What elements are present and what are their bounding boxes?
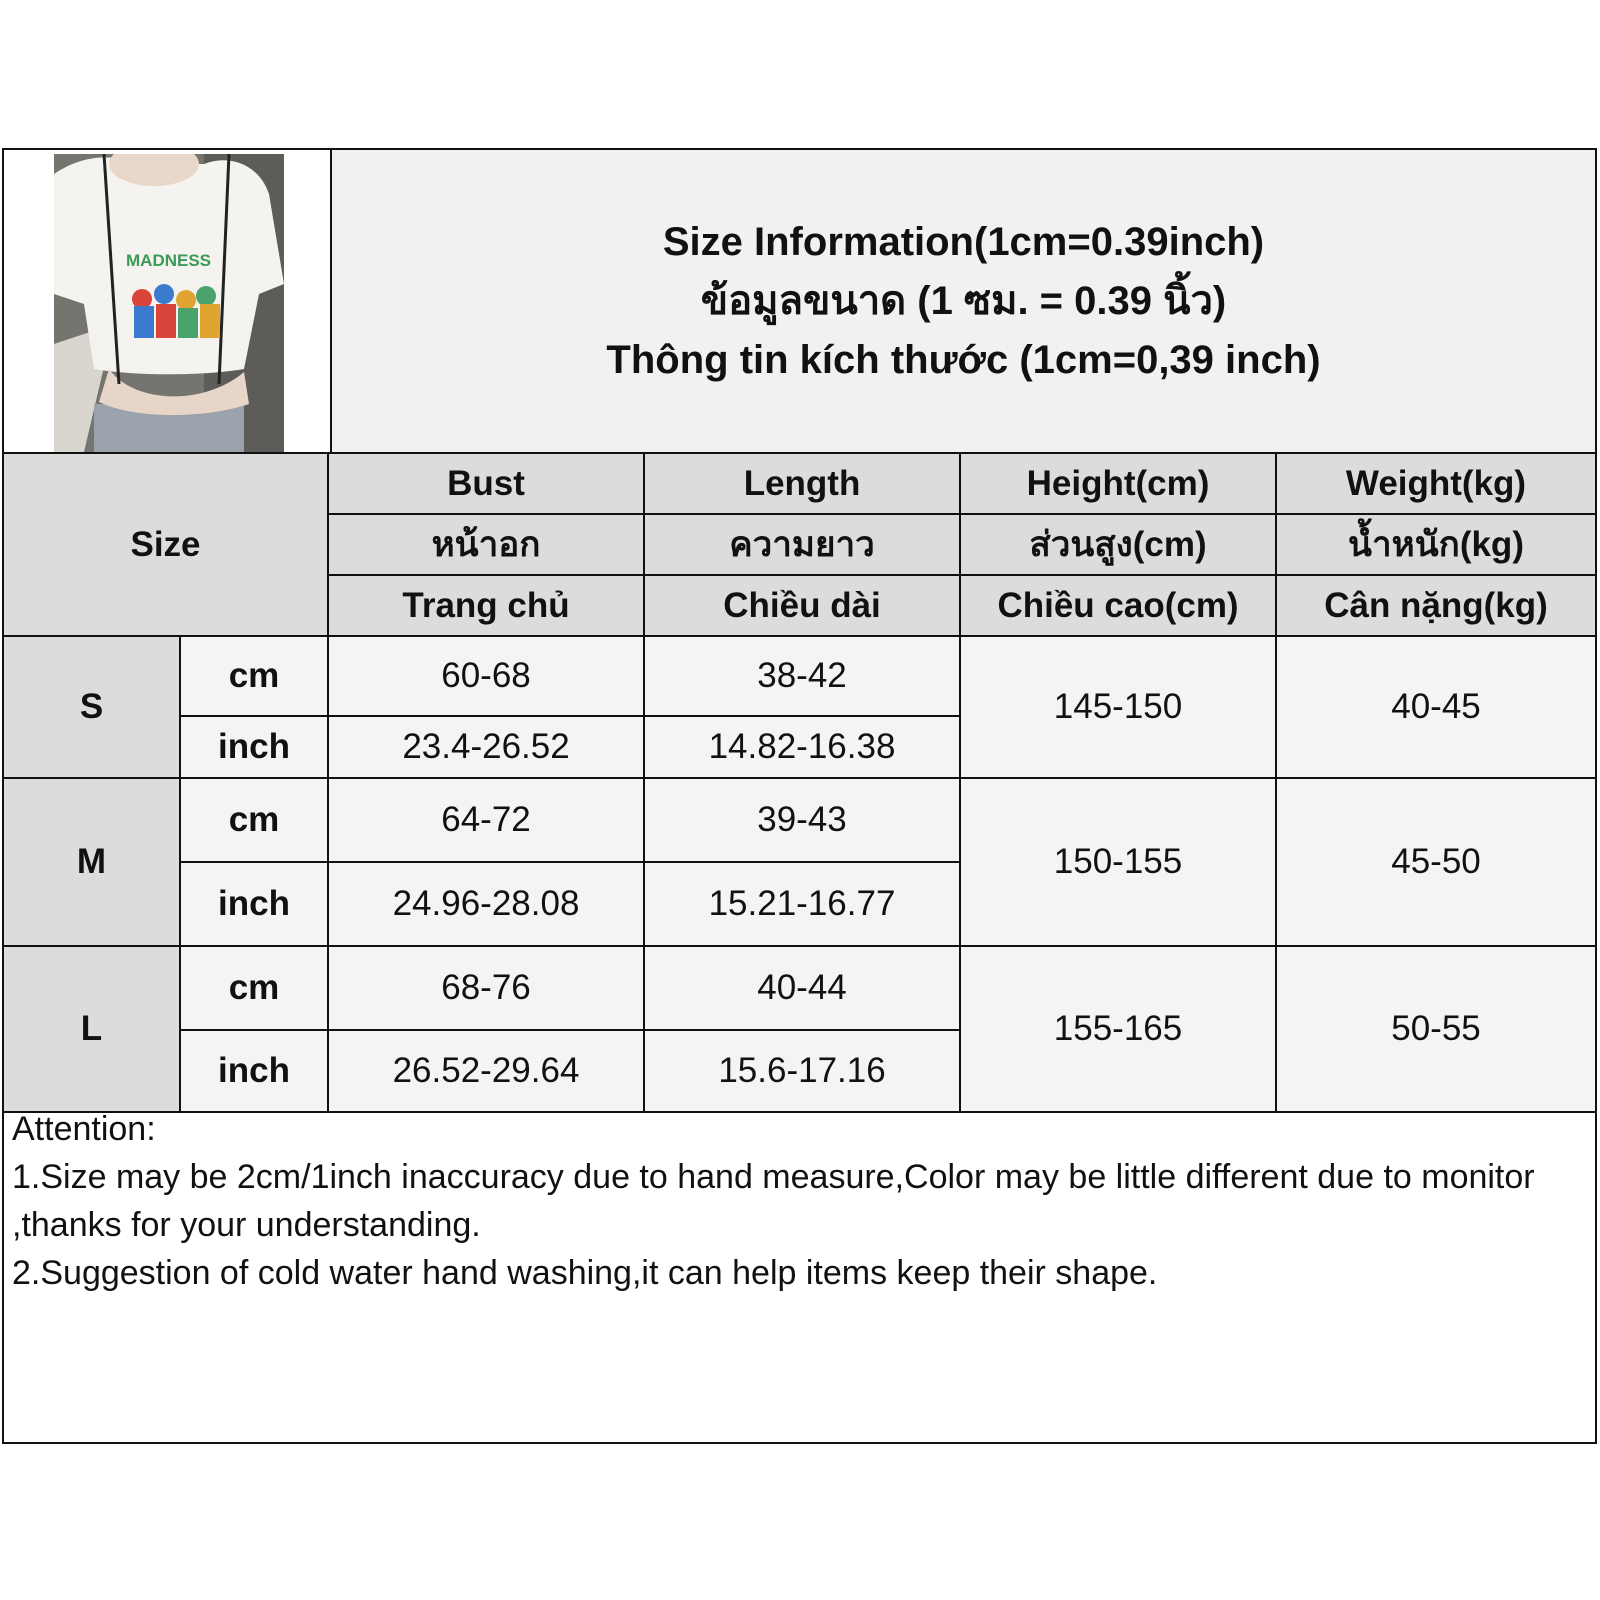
title-thai: ข้อมูลขนาด (1 ซม. = 0.39 นิ้ว): [700, 278, 1227, 323]
table-row: [4, 778, 1595, 862]
length-inch-value: 14.82-16.38: [644, 716, 960, 778]
title-vietnamese: Thông tin kích thước (1cm=0,39 inch): [606, 337, 1321, 382]
col-header-length-th: ความยาว: [644, 514, 960, 575]
size-chart: [2, 148, 1597, 1444]
size-header: Size: [4, 454, 328, 636]
bust-cm-value: 60-68: [328, 636, 644, 716]
bust-cm-value: 68-76: [328, 946, 644, 1030]
col-header-length: Length: [644, 454, 960, 514]
length-inch-value: 15.6-17.16: [644, 1030, 960, 1112]
col-header-bust-th: หน้าอก: [328, 514, 644, 575]
product-photo: [54, 154, 284, 452]
col-header-weight: Weight(kg): [1276, 454, 1595, 514]
length-cm-value: 39-43: [644, 778, 960, 862]
title-english: Size Information(1cm=0.39inch): [662, 219, 1265, 264]
col-header-weight-vi: Cân nặng(kg): [1276, 575, 1595, 636]
weight-value: 40-45: [1276, 636, 1595, 778]
size-table: [4, 454, 1595, 1113]
notes-heading: Attention:: [12, 1110, 156, 1148]
length-inch-value: 15.21-16.77: [644, 862, 960, 946]
unit-cm-label: cm: [180, 636, 328, 716]
col-header-height: Height(cm): [960, 454, 1276, 514]
length-cm-value: 40-44: [644, 946, 960, 1030]
tshirt-print-text: MADNESS: [126, 251, 212, 270]
bust-inch-value: 24.96-28.08: [328, 862, 644, 946]
weight-value: 45-50: [1276, 778, 1595, 946]
col-header-height-vi: Chiều cao(cm): [960, 575, 1276, 636]
height-value: 155-165: [960, 946, 1276, 1112]
table-row: [4, 946, 1595, 1030]
unit-inch-label: inch: [180, 1030, 328, 1112]
attention-notes: [12, 1105, 1582, 1297]
product-photo-cell: [4, 150, 332, 454]
unit-inch-label: inch: [180, 862, 328, 946]
size-label: S: [4, 636, 180, 778]
bust-inch-value: 26.52-29.64: [328, 1030, 644, 1112]
bust-cm-value: 64-72: [328, 778, 644, 862]
height-value: 145-150: [960, 636, 1276, 778]
unit-inch-label: inch: [180, 716, 328, 778]
bust-inch-value: 23.4-26.52: [328, 716, 644, 778]
col-header-length-vi: Chiều dài: [644, 575, 960, 636]
height-value: 150-155: [960, 778, 1276, 946]
col-header-bust-vi: Trang chủ: [328, 575, 644, 636]
length-cm-value: 38-42: [644, 636, 960, 716]
col-header-bust: Bust: [328, 454, 644, 514]
note-item: 1.Size may be 2cm/1inch inaccuracy due to hand measure,Color may be little different due to monitor ,thanks for your understanding.: [12, 1158, 1535, 1244]
product-photo-image: [54, 154, 284, 452]
size-label: M: [4, 778, 180, 946]
unit-cm-label: cm: [180, 946, 328, 1030]
col-header-height-th: ส่วนสูง(cm): [960, 514, 1276, 575]
header-row-en: [4, 454, 1595, 514]
unit-cm-label: cm: [180, 778, 328, 862]
col-header-weight-th: น้ำหนัก(kg): [1276, 514, 1595, 575]
size-label: L: [4, 946, 180, 1112]
note-item: 2.Suggestion of cold water hand washing,it can help items keep their shape.: [12, 1254, 1158, 1292]
weight-value: 50-55: [1276, 946, 1595, 1112]
title-block: [332, 150, 1595, 454]
table-row: [4, 636, 1595, 716]
